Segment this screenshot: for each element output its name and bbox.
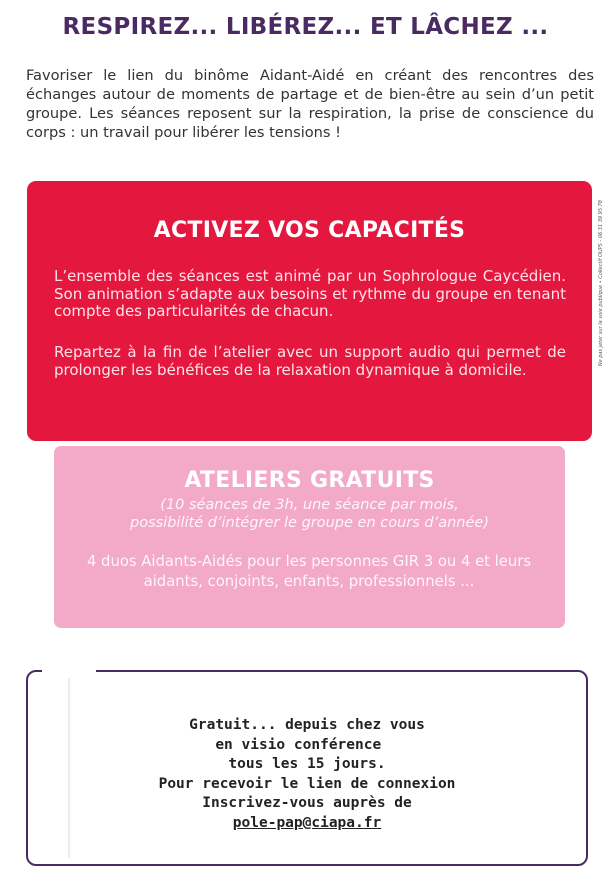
workshops-title: ATELIERS GRATUITS — [184, 468, 435, 493]
side-note: Ne pas jeter sur la voie publique • Collectif OUPS - 06 31 39 95 78 — [598, 200, 604, 367]
capacities-paragraph-2: Repartez à la fin de l’atelier avec un support audio qui permet de prolonger les bénéfices de la relaxation dynamique à domicile. — [54, 343, 566, 379]
capacities-panel — [27, 181, 592, 441]
contact-line-5: Inscrivez-vous auprès de — [202, 795, 412, 811]
workshops-description: 4 duos Aidants-Aidés pour les personnes GIR 3 ou 4 et leurs aidants, conjoints, enfants, professionnels ... — [86, 553, 532, 590]
contact-line-4: Pour recevoir le lien de connexion — [158, 775, 456, 792]
capacities-paragraph-1: L’ensemble des séances est animé par un Sophrologue Caycédien. Son animation s’adapte aux besoins et rythme du groupe en tenant compte des particularités de chacun. — [54, 267, 566, 320]
intro-paragraph: Favoriser le lien du binôme Aidant-Aidé en créant des rencontres des échanges autour de moments de partage et de bien-être au sein d’un petit groupe. Les séances reposent sur la respiration, la prise de conscience du corps : un travail pour libérer les tensions ! — [26, 67, 594, 141]
contact-line-2: en visio conférence — [215, 736, 399, 753]
frame-gap — [42, 669, 96, 675]
contact-line-3: tous les 15 jours. — [228, 756, 386, 772]
workshops-subtitle-line-2: possibilité d’intégrer le groupe en cours d’année) — [130, 515, 489, 531]
contact-text — [28, 716, 586, 833]
contact-email-link[interactable]: pole-pap@ciapa.fr — [232, 814, 382, 831]
workshops-subtitle — [54, 496, 565, 532]
workshops-panel — [54, 446, 565, 628]
workshops-subtitle-line-1: (10 séances de 3h, une séance par mois, — [160, 497, 459, 513]
contact-line-1: Gratuit... depuis chez vous — [189, 717, 425, 733]
capacities-title: ACTIVEZ VOS CAPACITÉS — [153, 218, 466, 243]
contact-frame — [26, 670, 588, 866]
page-title: RESPIREZ... LIBÉREZ... ET LÂCHEZ ... — [62, 14, 549, 40]
